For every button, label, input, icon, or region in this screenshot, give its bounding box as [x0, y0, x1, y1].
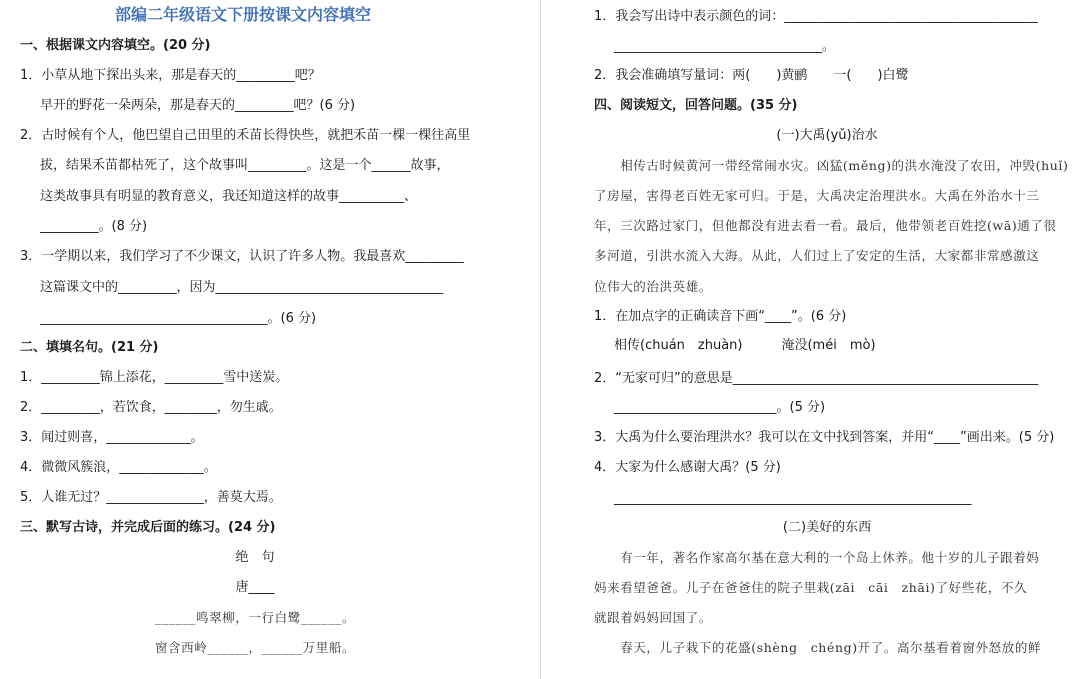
reading-q1-options: 相传(chuán zhuàn) 淹没(méi mò) — [614, 338, 876, 353]
page-divider — [540, 0, 541, 679]
q2-line-1: 2．古时候有个人，他巴望自己田里的禾苗长得快些，就把禾苗一棵一棵往高里 — [20, 128, 471, 143]
section-2-q4: 4．微微风簇浪，_____________。 — [20, 460, 217, 475]
reading-q4-blank: _______________________________________________________ — [614, 491, 972, 506]
q2-line-2: 拔，结果禾苗都枯死了，这个故事叫_________。这是一个______故事， — [40, 158, 450, 173]
poem-line-2: 窗含西岭______，______万里船。 — [154, 640, 356, 655]
q3-line-2: 这篇课文中的_________，因为___________________________________ — [40, 280, 444, 295]
passage-2-line-1: 有一年，著名作家高尔基在意大利的一个岛上休养。他十岁的儿子跟着妈 — [594, 550, 1040, 565]
section-2-q5: 5．人谁无过？_______________，善莫大焉。 — [20, 490, 282, 505]
poem-line-1: ______鸣翠柳，一行白鹭______。 — [154, 610, 356, 625]
right-q1-line-1: 1．我会写出诗中表示颜色的词：_______________________________________ — [594, 9, 1038, 24]
poem-dynasty: 唐____ — [235, 580, 275, 595]
reading-q4: 4．大家为什么感谢大禹？(5 分) — [594, 460, 781, 475]
section-3-heading: 三、默写古诗，并完成后面的练习。(24 分) — [20, 520, 276, 535]
right-q2: 2．我会准确填写量词：两( )黄鹂 一( )白鹭 — [594, 68, 909, 83]
passage-1-line-3: 年，三次路过家门，但他都没有进去看一看。最后，他带领老百姓挖(wā)通了很 — [594, 218, 1057, 233]
q1-line-2: 早开的野花一朵两朵，那是春天的_________吧？(6 分) — [40, 98, 356, 113]
section-4-heading: 四、阅读短文，回答问题。(35 分) — [594, 98, 798, 113]
q2-line-3: 这类故事具有明显的教育意义，我还知道这样的故事__________、 — [40, 189, 418, 204]
passage-2-title: (二)美好的东西 — [782, 520, 872, 535]
q3-line-3: ___________________________________。(6 分) — [40, 311, 317, 326]
poem-title: 绝 句 — [235, 550, 275, 565]
passage-1-line-5: 位伟大的治洪英雄。 — [594, 279, 712, 294]
section-2-heading: 二、填填名句。(21 分) — [20, 340, 159, 355]
q1-line-1: 1．小草从地下探出头来，那是春天的_________吧？ — [20, 68, 321, 83]
passage-1-line-1: 相传古时候黄河一带经常闹水灾。凶猛(měng)的洪水淹没了农田，冲毁(huǐ) — [594, 158, 1069, 173]
section-1-heading: 一、根据课文内容填空。(20 分) — [20, 38, 211, 53]
q3-line-1: 3．一学期以来，我们学习了不少课文，认识了许多人物。我最喜欢_________ — [20, 249, 464, 264]
passage-1-title: (一)大禹(yǔ)治水 — [776, 128, 878, 143]
reading-q1: 1．在加点字的正确读音下画“____”。(6 分) — [594, 309, 847, 324]
passage-2-line-4: 春天，儿子栽下的花盛(shèng chéng)开了。高尔基看着窗外怒放的鲜 — [594, 640, 1042, 655]
passage-1-line-2: 了房屋，害得老百姓无家可归。于是，大禹决定治理洪水。大禹在外治水十三 — [594, 188, 1040, 203]
reading-q2-line-2: _________________________。(5 分) — [614, 400, 826, 415]
right-page — [542, 0, 1080, 679]
reading-q2-line-1: 2．“无家可归”的意思是_______________________________________________ — [594, 371, 1039, 386]
right-q1-line-2: ________________________________。 — [614, 39, 836, 54]
section-2-q2: 2．_________，若饮食，________，勿生戚。 — [20, 400, 282, 415]
q2-line-4: _________。(8 分) — [40, 219, 148, 234]
passage-2-line-2: 妈来看望爸爸。儿子在爸爸住的院子里栽(zāi cāi zhāi)了好些花，不久 — [594, 580, 1028, 595]
passage-1-line-4: 多河道，引洪水流入大海。从此，人们过上了安定的生活，大家都非常感激这 — [594, 248, 1040, 263]
passage-2-line-3: 就跟着妈妈回国了。 — [594, 610, 712, 625]
section-2-q1: 1．_________锦上添花，_________雪中送炭。 — [20, 370, 289, 385]
page-title: 部编二年级语文下册按课文内容填空 — [115, 5, 372, 24]
reading-q3: 3．大禹为什么要治理洪水？我可以在文中找到答案，并用“____”画出来。(5 分) — [594, 430, 1055, 445]
section-2-q3: 3．闻过则喜，_____________。 — [20, 430, 204, 445]
